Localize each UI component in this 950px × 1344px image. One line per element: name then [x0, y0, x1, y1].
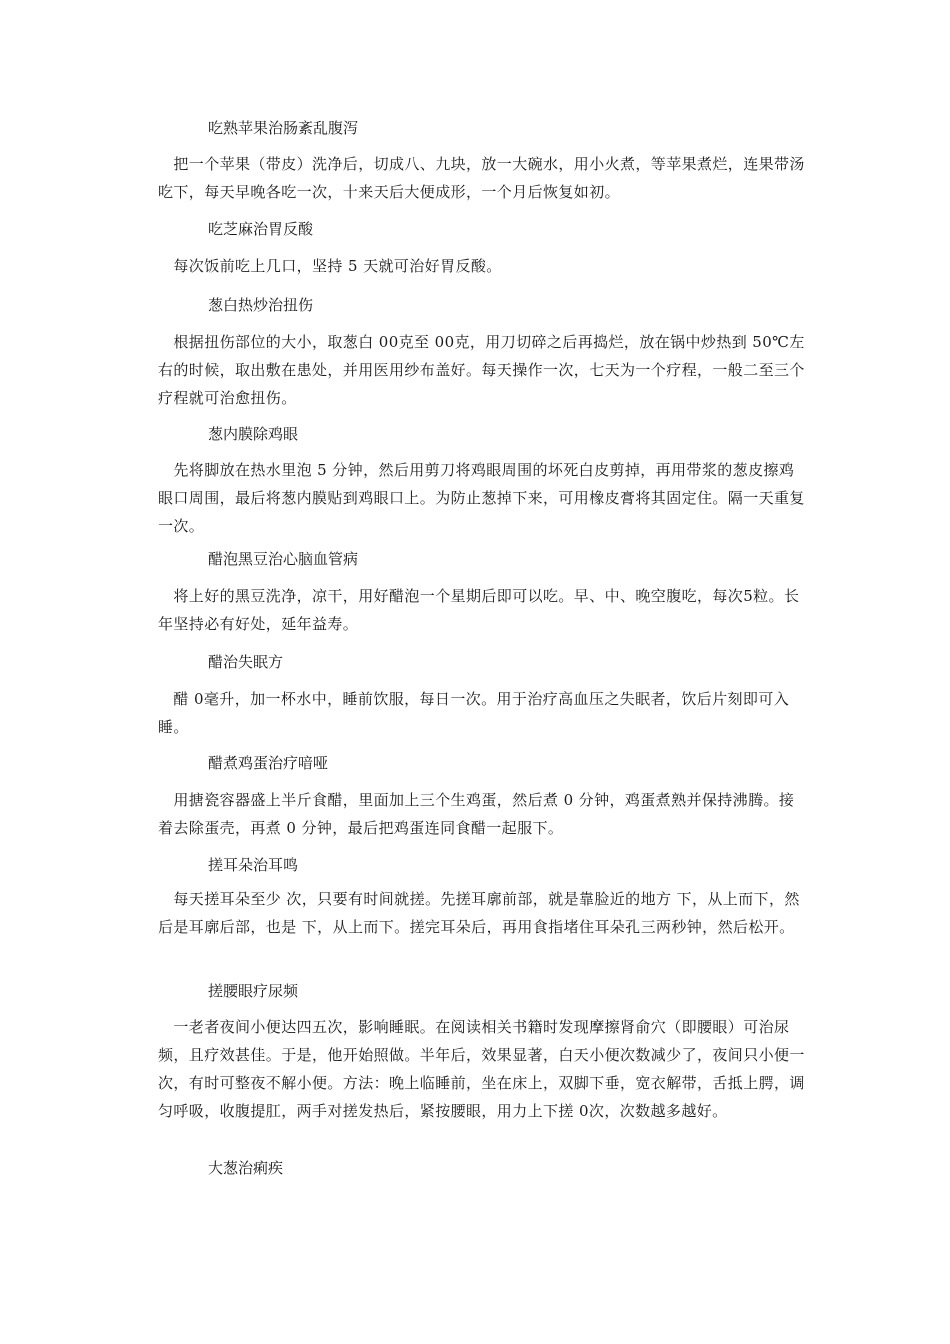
section-paragraph: 用搪瓷容器盛上半斤食醋，里面加上三个生鸡蛋，然后煮 0 分钟，鸡蛋煮熟并保持沸腾。接着去除蛋壳，再煮 0 分钟，最后把鸡蛋连同食醋一起服下。 [158, 791, 795, 837]
section-paragraph: 先将脚放在热水里泡 5 分钟，然后用剪刀将鸡眼周围的坏死白皮剪掉，再用带浆的葱皮擦鸡眼口周围，最后将葱内膜贴到鸡眼口上。为防止葱掉下来，可用橡皮膏将其固定住。隔一天重复一次。 [158, 461, 805, 535]
section-heading: 醋煮鸡蛋治疗喑哑 [208, 754, 329, 772]
section-heading: 醋治失眠方 [208, 653, 284, 671]
section-heading: 葱白热炒治扭伤 [208, 296, 314, 314]
section-heading: 搓腰眼疗尿频 [208, 982, 299, 1000]
section-paragraph: 把一个苹果（带皮）洗净后，切成八、九块，放一大碗水，用小火煮，等苹果煮烂，连果带汤吃下，每天早晚各吃一次，十来天后大便成形，一个月后恢复如初。 [158, 155, 805, 201]
section-heading: 醋泡黑豆治心脑血管病 [208, 550, 359, 568]
section-paragraph: 每天搓耳朵至少 次，只要有时间就搓。先搓耳廓前部，就是靠脸近的地方 下，从上而下，然后是耳廓后部，也是 下，从上而下。搓完耳朵后，再用食指堵住耳朵孔三两秒钟，然后松开。 [158, 890, 800, 936]
section-paragraph: 每次饭前吃上几口，坚持 5 天就可治好胃反酸。 [158, 257, 502, 275]
section-paragraph: 根据扭伤部位的大小，取葱白 00克至 00克，用刀切碎之后再捣烂，放在锅中炒热到 50℃左右的时候，取出敷在患处，并用医用纱布盖好。每天操作一次，七天为一个疗程，一般二至三个疗程就可治愈扭伤。 [158, 333, 805, 407]
section-heading: 大葱治痢疾 [208, 1159, 284, 1177]
section-heading: 吃芝麻治胃反酸 [208, 220, 314, 238]
section-heading: 搓耳朵治耳鸣 [208, 856, 299, 874]
section-paragraph: 将上好的黑豆洗净，凉干，用好醋泡一个星期后即可以吃。早、中、晚空腹吃，每次5粒。长年坚持必有好处，延年益寿。 [158, 587, 800, 633]
section-paragraph: 一老者夜间小便达四五次，影响睡眠。在阅读相关书籍时发现摩擦肾俞穴（即腰眼）可治尿频，且疗效甚佳。于是，他开始照做。半年后，效果显著，白天小便次数减少了，夜间只小便一次，有时可整夜不解小便。方法：晚上临睡前，坐在床上，双脚下垂，宽衣解带，舌抵上腭，调匀呼吸，收腹提肛，两手对搓发热后，紧按腰眼，用力上下搓 0次，次数越多越好。 [158, 1018, 805, 1120]
section-paragraph: 醋 0毫升，加一杯水中，睡前饮服，每日一次。用于治疗高血压之失眠者，饮后片刻即可入睡。 [158, 690, 790, 736]
section-heading: 葱内膜除鸡眼 [208, 425, 299, 443]
section-heading: 吃熟苹果治肠紊乱腹泻 [208, 119, 359, 137]
